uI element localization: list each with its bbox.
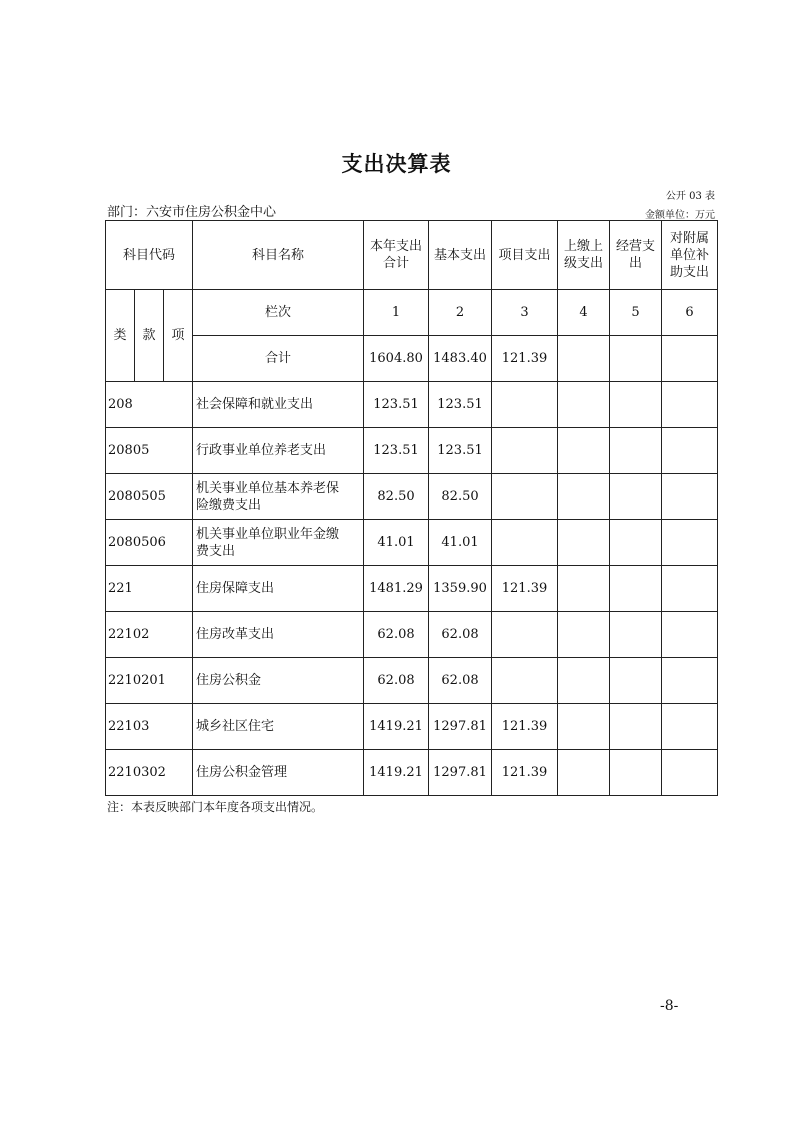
row-name-line: 机关事业单位基本养老保 xyxy=(196,480,340,496)
header-total-line2: 合计 xyxy=(383,256,410,271)
row-name-line: 费支出 xyxy=(196,543,236,559)
header-upper-line2: 级支出 xyxy=(564,256,604,271)
row-name-line: 险缴费支出 xyxy=(196,497,262,513)
row-value xyxy=(558,612,610,658)
table-row xyxy=(106,474,718,520)
header-subsidy-line1: 对附属 xyxy=(670,230,710,246)
col-number: 4 xyxy=(558,290,610,336)
row-value: 1297.81 xyxy=(429,750,492,796)
header-total xyxy=(364,221,429,290)
row-name-line: 社会保障和就业支出 xyxy=(196,397,314,412)
header-total-line1: 本年支出 xyxy=(370,239,423,254)
header-name: 科目名称 xyxy=(193,221,364,290)
page-number: -8- xyxy=(660,998,679,1014)
footnote: 注：本表反映部门本年度各项支出情况。 xyxy=(107,800,324,814)
table-row xyxy=(106,750,718,796)
row-name xyxy=(193,658,364,704)
row-name xyxy=(193,382,364,428)
header-subsidy xyxy=(662,221,718,290)
row-value: 41.01 xyxy=(364,520,429,566)
table-row xyxy=(106,520,718,566)
row-value xyxy=(610,474,662,520)
header-business xyxy=(610,221,662,290)
header-xiang: 项 xyxy=(164,290,193,382)
row-value xyxy=(558,474,610,520)
row-value xyxy=(662,566,718,612)
row-value xyxy=(610,520,662,566)
row-value: 62.08 xyxy=(429,658,492,704)
row-value: 123.51 xyxy=(429,382,492,428)
header-business-line1: 经营支 xyxy=(616,239,656,254)
header-project: 项目支出 xyxy=(492,221,558,290)
row-value: 62.08 xyxy=(429,612,492,658)
row-value xyxy=(610,658,662,704)
row-value: 123.51 xyxy=(364,382,429,428)
row-value: 121.39 xyxy=(492,704,558,750)
col-number: 2 xyxy=(429,290,492,336)
table-row xyxy=(106,382,718,428)
header-row xyxy=(106,221,718,290)
row-value: 123.51 xyxy=(429,428,492,474)
department-label: 部门：六安市住房公积金中心 xyxy=(107,205,277,220)
header-subsidy-line3: 助支出 xyxy=(670,264,710,280)
row-value xyxy=(610,382,662,428)
row-value xyxy=(492,658,558,704)
row-value xyxy=(610,566,662,612)
row-name-line: 住房公积金管理 xyxy=(196,765,288,780)
row-value xyxy=(558,566,610,612)
sum-value: 1483.40 xyxy=(429,336,492,382)
row-value xyxy=(662,382,718,428)
row-code: 2210201 xyxy=(106,658,193,704)
row-value xyxy=(558,658,610,704)
row-name-line: 住房公积金 xyxy=(196,673,262,688)
table-row xyxy=(106,566,718,612)
row-name-line: 城乡社区住宅 xyxy=(196,719,275,734)
table-row xyxy=(106,658,718,704)
sum-value xyxy=(610,336,662,382)
expenditure-table xyxy=(105,220,718,796)
row-value: 82.50 xyxy=(429,474,492,520)
header-upper xyxy=(558,221,610,290)
row-value xyxy=(492,520,558,566)
row-name xyxy=(193,428,364,474)
header-upper-line1: 上缴上 xyxy=(564,239,604,254)
header-business-line2: 出 xyxy=(629,256,643,271)
header-lanci: 栏次 xyxy=(193,290,364,336)
row-code: 22103 xyxy=(106,704,193,750)
row-value: 1297.81 xyxy=(429,704,492,750)
row-value xyxy=(662,612,718,658)
col-number: 1 xyxy=(364,290,429,336)
row-value xyxy=(662,704,718,750)
row-value: 1359.90 xyxy=(429,566,492,612)
sum-value xyxy=(662,336,718,382)
header-lei: 类 xyxy=(106,290,135,382)
row-name xyxy=(193,612,364,658)
row-value: 41.01 xyxy=(429,520,492,566)
sum-label: 合计 xyxy=(193,336,364,382)
row-value xyxy=(662,520,718,566)
row-code: 22102 xyxy=(106,612,193,658)
row-value xyxy=(610,750,662,796)
row-value xyxy=(558,520,610,566)
row-value xyxy=(558,750,610,796)
row-name xyxy=(193,704,364,750)
row-value xyxy=(492,382,558,428)
row-value xyxy=(610,612,662,658)
row-name xyxy=(193,520,364,566)
row-value xyxy=(492,474,558,520)
row-value: 82.50 xyxy=(364,474,429,520)
row-name xyxy=(193,750,364,796)
row-code: 221 xyxy=(106,566,193,612)
row-value xyxy=(558,382,610,428)
sum-value xyxy=(558,336,610,382)
col-number: 6 xyxy=(662,290,718,336)
row-code: 2080505 xyxy=(106,474,193,520)
row-value xyxy=(610,704,662,750)
col-number: 3 xyxy=(492,290,558,336)
table-row xyxy=(106,612,718,658)
row-value: 1419.21 xyxy=(364,750,429,796)
amount-unit: 金额单位：万元 xyxy=(645,210,715,221)
row-value: 123.51 xyxy=(364,428,429,474)
row-value xyxy=(492,428,558,474)
sum-value: 1604.80 xyxy=(364,336,429,382)
sum-row xyxy=(106,336,718,382)
row-code: 2210302 xyxy=(106,750,193,796)
row-value xyxy=(662,428,718,474)
form-number: 公开 03 表 xyxy=(665,191,715,202)
row-value xyxy=(610,428,662,474)
header-code: 科目代码 xyxy=(106,221,193,290)
col-number: 5 xyxy=(610,290,662,336)
column-number-row xyxy=(106,290,718,336)
row-value xyxy=(662,658,718,704)
table-row xyxy=(106,428,718,474)
row-name-line: 住房保障支出 xyxy=(196,581,275,596)
row-value: 121.39 xyxy=(492,750,558,796)
row-name xyxy=(193,566,364,612)
header-subsidy-line2: 单位补 xyxy=(670,247,710,263)
row-value xyxy=(492,612,558,658)
row-code: 20805 xyxy=(106,428,193,474)
row-code: 2080506 xyxy=(106,520,193,566)
row-value: 121.39 xyxy=(492,566,558,612)
header-basic: 基本支出 xyxy=(429,221,492,290)
row-code: 208 xyxy=(106,382,193,428)
row-value: 62.08 xyxy=(364,658,429,704)
row-name-line: 机关事业单位职业年金缴 xyxy=(196,526,340,542)
row-value: 1419.21 xyxy=(364,704,429,750)
sum-value: 121.39 xyxy=(492,336,558,382)
row-value xyxy=(662,474,718,520)
row-value xyxy=(558,428,610,474)
row-value: 1481.29 xyxy=(364,566,429,612)
row-name xyxy=(193,474,364,520)
row-value: 62.08 xyxy=(364,612,429,658)
row-value xyxy=(662,750,718,796)
row-value xyxy=(558,704,610,750)
row-name-line: 住房改革支出 xyxy=(196,627,275,642)
table-row xyxy=(106,704,718,750)
page-title: 支出决算表 xyxy=(341,152,452,176)
header-kuan: 款 xyxy=(135,290,164,382)
row-name-line: 行政事业单位养老支出 xyxy=(196,443,327,458)
